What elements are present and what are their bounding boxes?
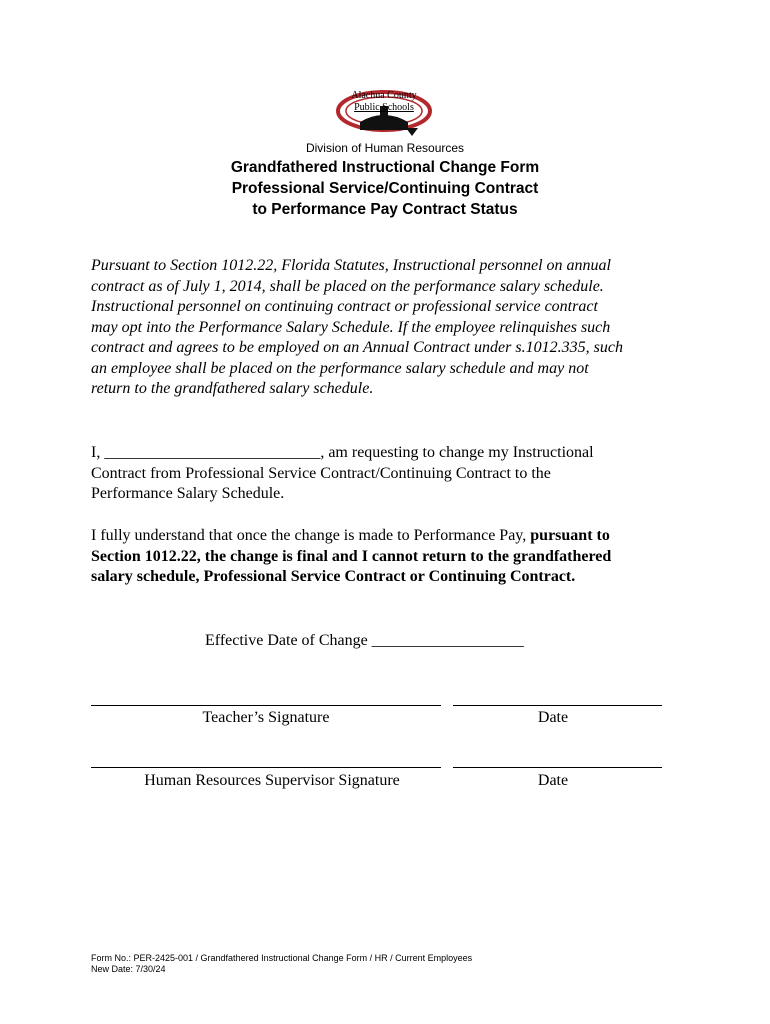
paragraph-line: contract and agrees to be employed on an Annual Contract under s.1012.335, such <box>91 339 623 356</box>
form-title-line: Professional Service/Continuing Contract <box>231 180 539 197</box>
teacher-signature-label: Teacher’s Signature <box>202 709 330 726</box>
form-title-line: Grandfathered Instructional Change Form <box>230 159 540 176</box>
logo-line2: Public Schools <box>354 102 414 113</box>
hr-date-line[interactable] <box>453 767 662 768</box>
hr-signature-line[interactable] <box>91 767 441 768</box>
form-title-line: to Performance Pay Contract Status <box>252 201 518 218</box>
school-logo <box>326 84 446 142</box>
paragraph-line <box>91 567 691 588</box>
teacher-signature-line[interactable] <box>91 705 441 706</box>
paragraph-line: Contract from Professional Service Contract/Continuing Contract to the <box>91 464 551 482</box>
teacher-date-line[interactable] <box>453 705 662 706</box>
hr-signature-label: Human Resources Supervisor Signature <box>144 772 400 789</box>
paragraph-line: may opt into the Performance Salary Schedule. If the employee relinquishes such <box>91 318 611 336</box>
acknowledgement-bold: pursuant to <box>530 527 610 544</box>
paragraph-line: return to the grandfathered salary schedule. <box>91 380 374 397</box>
request-paragraph <box>91 443 691 505</box>
effective-date-field[interactable]: Effective Date of Change ___________________ <box>205 632 524 649</box>
paragraph-line: an employee shall be placed on the performance salary schedule and may not <box>91 359 589 377</box>
acknowledgement-bold: Section 1012.22, the change is final and I cannot return to the grandfathered <box>91 547 612 565</box>
form-title <box>0 157 770 220</box>
paragraph-line: I, ___________________________, am requesting to change my Instructional <box>91 444 594 461</box>
statute-paragraph <box>91 256 691 400</box>
acknowledgement-bold: salary schedule, Professional Service Contract or Continuing Contract. <box>91 568 576 585</box>
acknowledgement-paragraph <box>91 526 691 588</box>
hr-date-label: Date <box>537 772 569 789</box>
form-number: Form No.: PER-2425-001 / Grandfathered Instructional Change Form / HR / Current Employees <box>91 953 473 963</box>
paragraph-line: Instructional personnel on continuing contract or professional service contract <box>91 298 598 315</box>
paragraph-line <box>91 526 691 547</box>
form-new-date: New Date: 7/30/24 <box>91 964 166 974</box>
paragraph-line <box>91 547 691 568</box>
form-footer <box>91 953 472 975</box>
logo-line1: Alachua County <box>351 90 417 101</box>
paragraph-line: Performance Salary Schedule. <box>91 485 285 502</box>
acknowledgement-intro: I fully understand that once the change is made to Performance Pay, <box>91 527 531 544</box>
teacher-date-label: Date <box>537 709 569 726</box>
division-name: Division of Human Resources <box>305 141 465 155</box>
paragraph-line: contract as of July 1, 2014, shall be placed on the performance salary schedule. <box>91 277 604 295</box>
paragraph-line: Pursuant to Section 1012.22, Florida Statutes, Instructional personnel on annual <box>91 257 611 274</box>
